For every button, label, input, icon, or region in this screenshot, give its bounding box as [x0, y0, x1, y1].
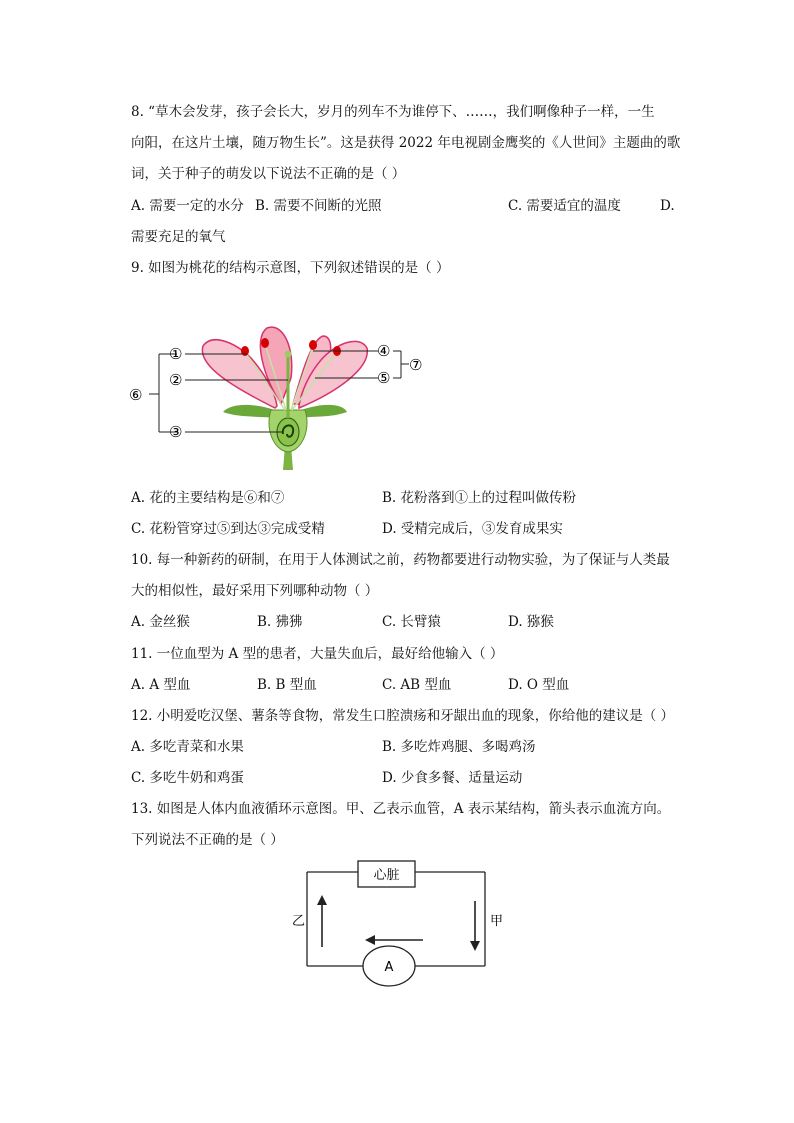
stigma	[285, 351, 292, 358]
q12-option-b[interactable]: B. 多吃炸鸡腿、多喝鸡汤	[382, 739, 536, 755]
q9-stem: 9. 如图为桃花的结构示意图，下列叙述错误的是（ ）	[131, 260, 450, 276]
q10-stem-line-1: 10. 每一种新药的研制，在用于人体测试之前，药物都要进行动物实验，为了保证与人类最	[131, 552, 670, 568]
heart-label: 心脏	[373, 868, 400, 883]
label-4: ④	[377, 342, 391, 360]
q13-stem-line-1: 13. 如图是人体内血液循环示意图。甲、乙表示血管，A 表示某结构，箭头表示血流方向。	[131, 801, 671, 817]
label-6: ⑥	[129, 386, 143, 404]
q8-stem-line-2: 向阳，在这片土壤，随万物生长”。这是获得 2022 年电视剧金鹰奖的《人世间》主题曲的歌	[131, 135, 681, 151]
structure-a-label: A	[384, 960, 394, 975]
q8-option-a[interactable]: A. 需要一定的水分	[131, 198, 244, 214]
q10-stem-line-2: 大的相似性，最好采用下列哪种动物（ ）	[131, 583, 379, 599]
q10-option-b[interactable]: B. 狒狒	[257, 614, 303, 630]
q9-option-b[interactable]: B. 花粉落到①上的过程叫做传粉	[382, 490, 577, 506]
label-5: ⑤	[377, 369, 391, 387]
q9-option-a[interactable]: A. 花的主要结构是⑥和⑦	[131, 490, 285, 506]
q12-option-c[interactable]: C. 多吃牛奶和鸡蛋	[131, 770, 244, 786]
anther	[261, 338, 269, 348]
arrow-down-icon	[470, 941, 480, 951]
label-2: ②	[169, 371, 183, 389]
vessel-jia-label: 甲	[490, 914, 504, 929]
arrow-up-icon	[317, 895, 327, 905]
q11-option-c[interactable]: C. AB 型血	[382, 677, 452, 693]
q8-option-b[interactable]: B. 需要不间断的光照	[255, 198, 382, 214]
vessel-yi-label: 乙	[292, 914, 306, 929]
q10-option-a[interactable]: A. 金丝猴	[131, 614, 190, 630]
q10-option-c[interactable]: C. 长臂猿	[382, 614, 441, 630]
arrow-left-icon	[365, 935, 375, 945]
q9-option-d[interactable]: D. 受精完成后，③发育成果实	[382, 521, 563, 537]
q12-stem: 12. 小明爱吃汉堡、薯条等食物，常发生口腔溃疡和牙龈出血的现象，你给他的建议是（ ）	[131, 708, 675, 724]
q11-option-b[interactable]: B. B 型血	[257, 677, 317, 693]
blood-circulation-diagram	[285, 855, 510, 995]
label-3: ③	[169, 423, 183, 441]
label-7: ⑦	[409, 356, 423, 374]
q13-stem-line-2: 下列说法不正确的是（ ）	[131, 832, 284, 848]
q12-option-d[interactable]: D. 少食多餐、适量运动	[382, 770, 523, 786]
anther	[309, 340, 317, 350]
sepal-left	[223, 405, 277, 418]
label-1: ①	[169, 345, 183, 363]
q8-stem-line-3: 词，关于种子的萌发以下说法不正确的是（ ）	[131, 166, 406, 182]
q8-option-d-text[interactable]: 需要充足的氧气	[131, 229, 226, 245]
q11-option-d[interactable]: D. O 型血	[508, 677, 570, 693]
q8-option-c[interactable]: C. 需要适宜的温度	[508, 198, 621, 214]
q12-option-a[interactable]: A. 多吃青菜和水果	[131, 739, 244, 755]
q11-option-a[interactable]: A. A 型血	[131, 677, 191, 693]
q8-stem-line-1: 8. “草木会发芽，孩子会长大，岁月的列车不为谁停下、……，我们啊像种子一样，一生	[131, 104, 655, 120]
q11-stem: 11. 一位血型为 A 型的患者，大量失血后，最好给他输入（ ）	[131, 646, 504, 662]
q9-option-c[interactable]: C. 花粉管穿过⑤到达③完成受精	[131, 521, 325, 537]
q10-option-d[interactable]: D. 猕猴	[508, 614, 554, 630]
q8-option-d-letter[interactable]: D.	[660, 198, 675, 214]
peach-flower-diagram	[125, 318, 435, 473]
